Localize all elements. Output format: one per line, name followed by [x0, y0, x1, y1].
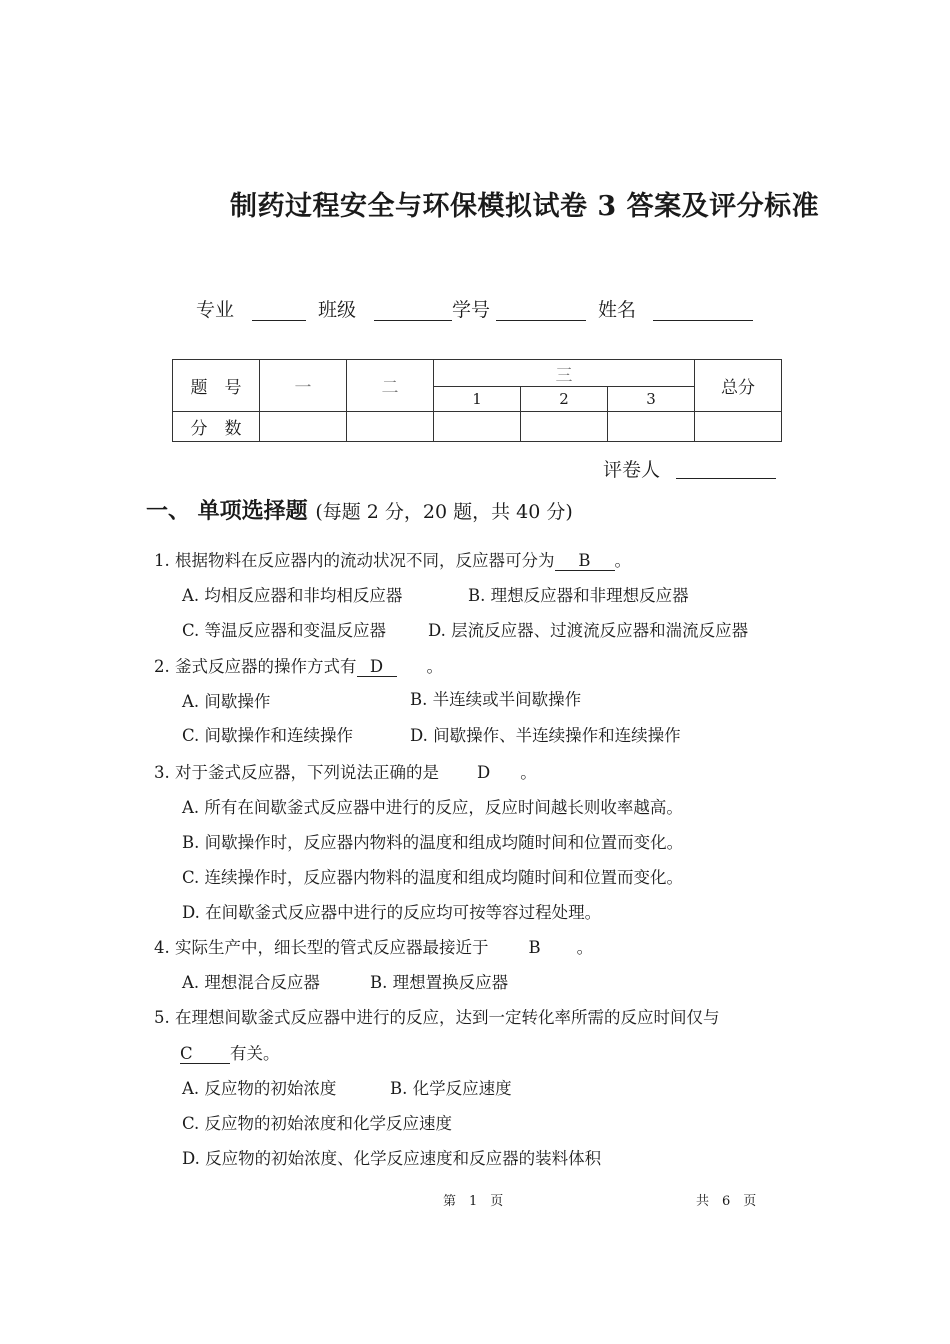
major-label: 专业 [196, 299, 235, 321]
question-2-option-a: A. 间歇操作 [182, 692, 271, 711]
sub-2-header: 2 [521, 387, 608, 412]
page-number: 第 1 页 [443, 1194, 504, 1209]
question-3-option-c: C. 连续操作时，反应器内物料的温度和组成均随时间和位置而变化。 [182, 868, 684, 887]
class-label: 班级 [318, 299, 357, 321]
section-1-header: 一 [260, 360, 347, 412]
question-1-option-d: D. 层流反应器、过渡流反应器和湍流反应器 [428, 621, 749, 640]
question-4-stem: 4. 实际生产中，细长型的管式反应器最接近于 B 。 [154, 938, 594, 957]
question-3-stem: 3. 对于釜式反应器，下列说法正确的是 D 。 [154, 763, 537, 782]
class-blank[interactable] [374, 300, 452, 321]
question-4-answer: B [528, 938, 541, 957]
student-id-blank[interactable] [496, 300, 586, 321]
score-cell-total[interactable] [695, 412, 782, 442]
question-2-answer: D [357, 657, 397, 677]
score-cell-1[interactable] [260, 412, 347, 442]
question-5-option-d: D. 反应物的初始浓度、化学反应速度和反应器的装料体积 [182, 1149, 602, 1168]
score-table [172, 359, 782, 442]
question-1-option-c: C. 等温反应器和变温反应器 [182, 621, 387, 640]
question-5-answer: C [180, 1044, 230, 1064]
question-4-option-b: B. 理想置换反应器 [370, 973, 509, 992]
reviewer-blank[interactable] [676, 458, 776, 479]
question-5-option-c: C. 反应物的初始浓度和化学反应速度 [182, 1114, 453, 1133]
total-header: 总分 [695, 360, 782, 412]
sub-3-header: 3 [608, 387, 695, 412]
question-3-option-a: A. 所有在间歇釜式反应器中进行的反应，反应时间越长则收率越高。 [182, 798, 683, 817]
score-cell-3-2[interactable] [521, 412, 608, 442]
question-1-stem: 1. 根据物料在反应器内的流动状况不同，反应器可分为 B 。 [154, 551, 631, 570]
sub-1-header: 1 [434, 387, 521, 412]
name-blank[interactable] [653, 300, 753, 321]
question-5-stem-continued: C 有关。 [180, 1044, 280, 1063]
question-2-option-b: B. 半连续或半间歇操作 [410, 690, 582, 709]
question-2-option-c: C. 间歇操作和连续操作 [182, 726, 354, 745]
score-cell-3-3[interactable] [608, 412, 695, 442]
section-title: 一、 单项选择题 [146, 498, 308, 524]
question-1-option-b: B. 理想反应器和非理想反应器 [468, 586, 689, 605]
score-label-cell: 分 数 [173, 412, 260, 442]
question-5-stem: 5. 在理想间歇釜式反应器中进行的反应，达到一定转化率所需的反应时间仅与 [154, 1008, 720, 1027]
page-total: 共 6 页 [696, 1194, 757, 1209]
header-label-cell: 题 号 [173, 360, 260, 412]
question-5-option-b: B. 化学反应速度 [390, 1079, 512, 1098]
section-3-header: 三 [434, 360, 695, 387]
section-2-header: 二 [347, 360, 434, 412]
major-blank[interactable] [252, 300, 306, 321]
question-4-option-a: A. 理想混合反应器 [182, 973, 320, 992]
student-id-label: 学号 [452, 299, 491, 321]
question-3-option-b: B. 间歇操作时，反应器内物料的温度和组成均随时间和位置而变化。 [182, 833, 684, 852]
question-5-option-a: A. 反应物的初始浓度 [182, 1079, 337, 1098]
score-cell-3-1[interactable] [434, 412, 521, 442]
exam-title: 制药过程安全与环保模拟试卷 3 答案及评分标准 [230, 191, 820, 222]
question-2-stem: 2. 釜式反应器的操作方式有 D 。 [154, 657, 443, 676]
score-cell-2[interactable] [347, 412, 434, 442]
question-3-answer: D [477, 763, 491, 782]
question-2-option-d: D. 间歇操作、半连续操作和连续操作 [410, 726, 681, 745]
question-1-option-a: A. 均相反应器和非均相反应器 [182, 586, 403, 605]
name-label: 姓名 [598, 299, 637, 321]
question-1-answer: B [555, 551, 615, 571]
question-3-option-d: D. 在间歇釜式反应器中进行的反应均可按等容过程处理。 [182, 903, 602, 922]
reviewer-label: 评卷人 [603, 459, 661, 481]
section-heading [146, 494, 573, 525]
section-subtitle: (每题 2 分，20 题，共 40 分) [315, 501, 573, 523]
